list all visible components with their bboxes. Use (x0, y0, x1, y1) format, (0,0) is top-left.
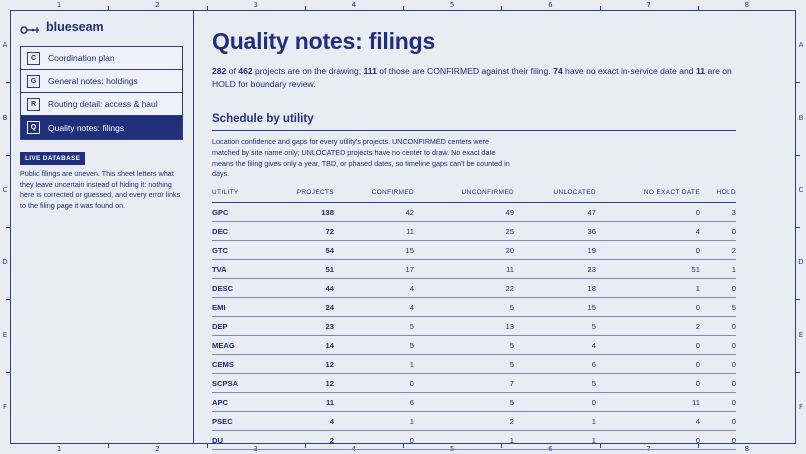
table-cell: 4 (596, 222, 700, 241)
table-cell: 0 (596, 355, 700, 374)
live-database-badge: LIVE DATABASE (20, 152, 85, 165)
utility-cell: GPC (212, 203, 272, 222)
table-cell: 4 (272, 412, 334, 431)
summary-total: 462 (238, 66, 253, 76)
table-cell: 5 (414, 298, 514, 317)
logo-icon (20, 22, 40, 32)
ruler-number: 6 (548, 445, 553, 453)
sidebar-item-label: General notes: holdings (48, 76, 138, 86)
table-row (212, 222, 736, 241)
main-content (212, 28, 736, 450)
table-cell: 1 (334, 355, 414, 374)
column-header: CONFIRMED (334, 189, 414, 203)
sheet-code: R (27, 98, 40, 111)
table-cell: 5 (700, 298, 736, 317)
table-cell: 4 (334, 298, 414, 317)
right-ruler (796, 0, 806, 454)
table-row (212, 260, 736, 279)
ruler-tick (796, 82, 800, 83)
sidebar-item-label: Coordination plan (48, 53, 115, 63)
utility-cell: DESC (212, 279, 272, 298)
ruler-number: 3 (253, 1, 258, 9)
utility-cell: PSEC (212, 412, 272, 431)
sidebar-item-label: Quality notes: filings (48, 122, 125, 133)
table-cell: 54 (272, 241, 334, 260)
table-cell: 0 (596, 374, 700, 393)
table-cell: 20 (414, 241, 514, 260)
table-cell: 5 (414, 355, 514, 374)
sidebar-item-g[interactable] (21, 70, 182, 93)
schedule-table (212, 189, 736, 450)
ruler-letter: E (2, 330, 8, 339)
summary-text-part: projects are on the drawing; (252, 66, 364, 76)
table-cell: 0 (596, 203, 700, 222)
utility-cell: DEC (212, 222, 272, 241)
ruler-number: 8 (744, 1, 750, 9)
table-cell: 0 (596, 241, 700, 260)
table-cell: 0 (334, 431, 414, 450)
table-cell: 6 (334, 393, 414, 412)
ruler-number: 4 (351, 445, 357, 453)
table-cell: 1 (334, 412, 414, 431)
column-header: PROJECTS (272, 189, 334, 203)
table-cell: 1 (514, 431, 596, 450)
table-cell: 4 (334, 279, 414, 298)
table-cell: 42 (334, 203, 414, 222)
table-cell: 2 (414, 412, 514, 431)
table-cell: 1 (514, 412, 596, 431)
table-cell: 5 (414, 393, 514, 412)
table-cell: 2 (700, 241, 736, 260)
ruler-tick (796, 372, 800, 373)
table-cell: 4 (514, 336, 596, 355)
table-cell: 0 (700, 355, 736, 374)
ruler-letter: F (2, 402, 8, 411)
column-header: UTILITY (212, 189, 272, 203)
ruler-number: 1 (56, 445, 62, 453)
table-cell: 18 (514, 279, 596, 298)
table-cell: 5 (334, 336, 414, 355)
table-cell: 1 (414, 431, 514, 450)
table-cell: 49 (414, 203, 514, 222)
sidebar-item-q[interactable] (21, 116, 182, 139)
ruler-tick (207, 444, 208, 448)
ruler-number: 3 (253, 445, 258, 453)
sheet-code: G (27, 75, 40, 88)
ruler-number: 4 (351, 1, 357, 9)
table-cell: 1 (596, 279, 700, 298)
table-cell: 0 (334, 374, 414, 393)
section-description: Location confidence and gaps for every utility's projects. UNCONFIRMED centers were matched by site name only; UNLOCATED projects have no center to draw. No exact date means the filing gives only a year, TBD, or phased dates, so timeline gaps can't be counted in days. (212, 137, 510, 179)
table-cell: 17 (334, 260, 414, 279)
table-cell: 44 (272, 279, 334, 298)
ruler-letter: F (798, 402, 804, 411)
column-header: NO EXACT DATE (596, 189, 700, 203)
left-ruler (0, 0, 10, 454)
ruler-letter: B (2, 113, 8, 122)
table-cell: 5 (514, 374, 596, 393)
page-title: Quality notes: filings (212, 28, 436, 54)
summary-text (212, 65, 736, 91)
ruler-letter: D (2, 258, 8, 267)
utility-cell: MEAG (212, 336, 272, 355)
summary-no-date: 74 (553, 66, 563, 76)
utility-cell: EMI (212, 298, 272, 317)
table-cell: 11 (596, 393, 700, 412)
table-cell: 25 (414, 222, 514, 241)
table-cell: 0 (700, 431, 736, 450)
column-header: HOLD (700, 189, 736, 203)
table-cell: 15 (514, 298, 596, 317)
table-cell: 3 (700, 203, 736, 222)
table-cell: 5 (514, 317, 596, 336)
ruler-letter: C (2, 185, 8, 194)
table-cell: 0 (700, 222, 736, 241)
ruler-letter: A (798, 41, 804, 50)
table-row (212, 279, 736, 298)
table-cell: 12 (272, 374, 334, 393)
table-cell: 36 (514, 222, 596, 241)
summary-text-part: of those are CONFIRMED against their filing. (376, 66, 554, 76)
ruler-number: 6 (548, 1, 553, 9)
table-cell: 6 (514, 355, 596, 374)
top-ruler (0, 0, 806, 10)
ruler-number: 2 (155, 1, 160, 9)
ruler-number: 7 (646, 445, 651, 453)
summary-on-drawing: 282 (212, 66, 227, 76)
ruler-number: 5 (449, 1, 455, 9)
sheet-code: C (27, 52, 40, 65)
table-cell: 51 (596, 260, 700, 279)
summary-text-part: are on HOLD for boundary review. (212, 66, 732, 89)
table-cell: 0 (700, 412, 736, 431)
table-cell: 0 (514, 393, 596, 412)
table-cell: 72 (272, 222, 334, 241)
table-cell: 12 (272, 355, 334, 374)
table-cell: 0 (700, 317, 736, 336)
table-cell: 0 (596, 431, 700, 450)
sidebar-item-c[interactable] (21, 47, 182, 70)
ruler-tick (796, 227, 800, 228)
table-row (212, 241, 736, 260)
table-cell: 19 (514, 241, 596, 260)
summary-text-part: of (226, 66, 239, 76)
sidebar-item-r[interactable] (21, 93, 182, 116)
ruler-number: 5 (449, 445, 455, 453)
ruler-letter: D (798, 258, 804, 267)
table-cell: 22 (414, 279, 514, 298)
table-cell: 138 (272, 203, 334, 222)
table-row (212, 298, 736, 317)
sidebar-note: Public filings are uneven. This sheet letters what they leave uncertain instead of hiding it: nothing here is corrected or guessed, and every error links to the filing page it was found on. (20, 169, 181, 210)
table-cell: 2 (272, 431, 334, 450)
table-row (212, 317, 736, 336)
sheet-nav (20, 46, 183, 140)
ruler-letter: E (798, 330, 804, 339)
ruler-number: 2 (155, 445, 160, 453)
ruler-tick (796, 299, 800, 300)
brand-name: blueseam (46, 20, 104, 34)
table-cell: 11 (334, 222, 414, 241)
section-title: Schedule by utility (212, 113, 736, 131)
table-cell: 7 (414, 374, 514, 393)
table-cell: 0 (700, 279, 736, 298)
table-cell: 0 (700, 336, 736, 355)
column-header: UNCONFIRMED (414, 189, 514, 203)
table-row (212, 336, 736, 355)
ruler-tick (796, 155, 800, 156)
table-cell: 4 (596, 412, 700, 431)
utility-cell: CEMS (212, 355, 272, 374)
table-cell: 2 (596, 317, 700, 336)
utility-cell: APC (212, 393, 272, 412)
table-cell: 1 (700, 260, 736, 279)
table-header-row (212, 189, 736, 203)
ruler-letter: B (798, 113, 804, 122)
table-cell: 24 (272, 298, 334, 317)
table-cell: 14 (272, 336, 334, 355)
summary-text-part: have no exact in-service date and (562, 66, 696, 76)
summary-confirmed: 111 (363, 66, 377, 76)
table-cell: 23 (514, 260, 596, 279)
ruler-number: 1 (56, 1, 62, 9)
sheet-code: Q (27, 121, 40, 134)
table-cell: 47 (514, 203, 596, 222)
table-row (212, 355, 736, 374)
table-cell: 0 (700, 393, 736, 412)
sidebar (10, 10, 194, 444)
ruler-tick (108, 444, 109, 448)
table-cell: 5 (334, 317, 414, 336)
table-cell: 11 (414, 260, 514, 279)
table-cell: 0 (700, 374, 736, 393)
utility-cell: GTC (212, 241, 272, 260)
table-cell: 13 (414, 317, 514, 336)
ruler-number: 7 (646, 1, 651, 9)
ruler-number: 8 (744, 445, 750, 453)
table-row (212, 374, 736, 393)
sidebar-item-label: Routing detail: access & haul (48, 99, 158, 109)
table-cell: 5 (414, 336, 514, 355)
table-cell: 0 (596, 336, 700, 355)
table-cell: 51 (272, 260, 334, 279)
table-cell: 15 (334, 241, 414, 260)
table-cell: 11 (272, 393, 334, 412)
table-row (212, 203, 736, 222)
table-row (212, 412, 736, 431)
table-row (212, 393, 736, 412)
table-cell: 0 (596, 298, 700, 317)
brand[interactable] (20, 20, 183, 34)
table-cell: 23 (272, 317, 334, 336)
utility-cell: TVA (212, 260, 272, 279)
ruler-letter: C (798, 185, 804, 194)
utility-cell: SCPSA (212, 374, 272, 393)
column-header: UNLOCATED (514, 189, 596, 203)
summary-hold: 11 (695, 66, 706, 76)
table-row (212, 431, 736, 450)
utility-cell: DEP (212, 317, 272, 336)
ruler-letter: A (2, 41, 8, 50)
utility-cell: DU (212, 431, 272, 450)
